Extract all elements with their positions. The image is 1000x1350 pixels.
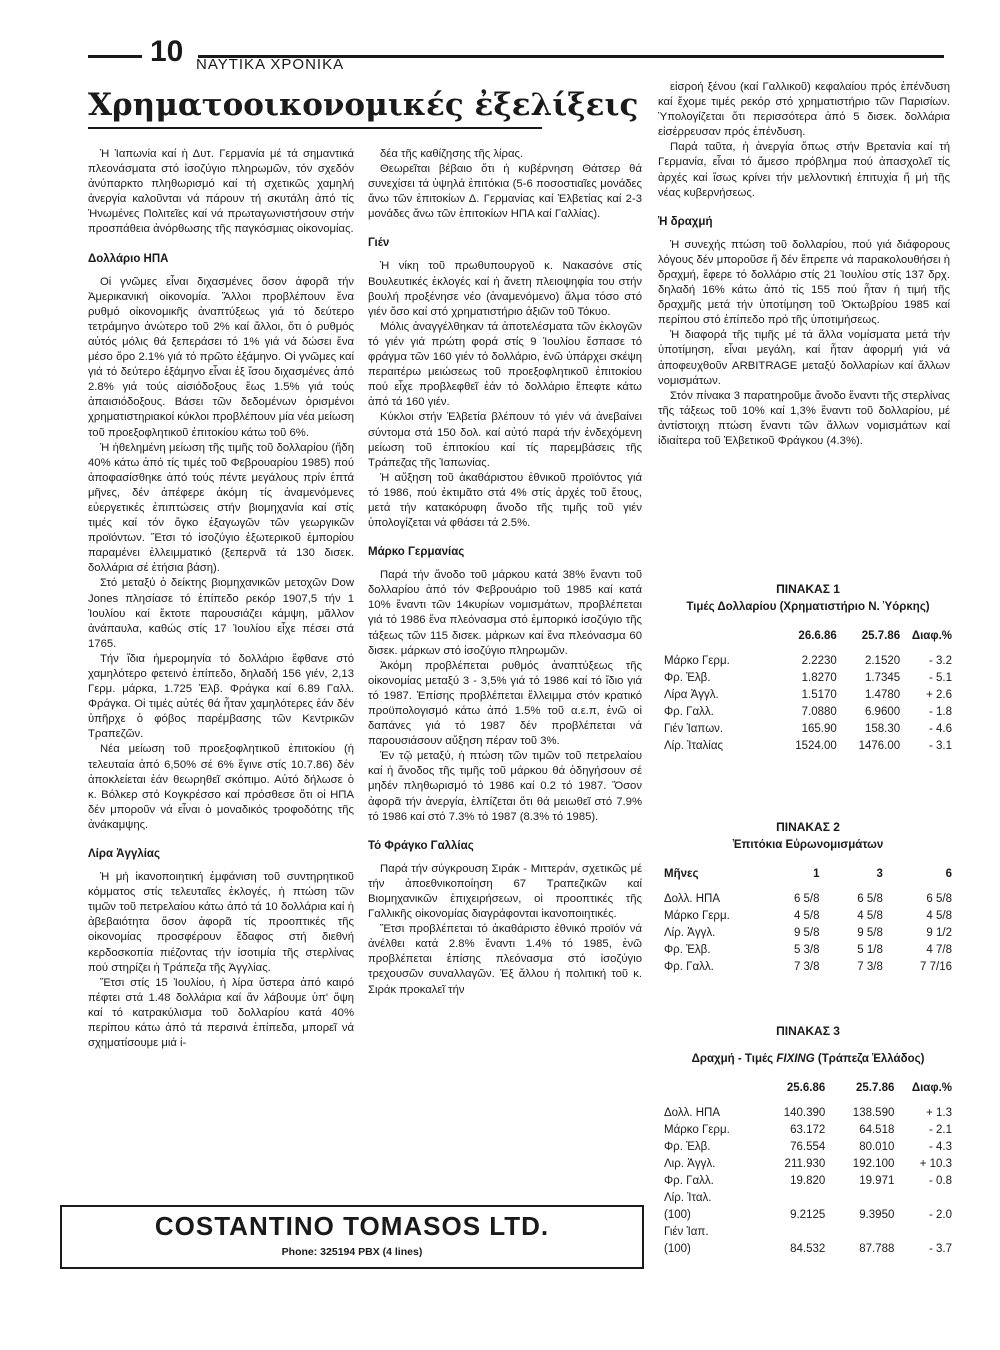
column-header: 26.6.86: [798, 630, 837, 642]
paragraph: Ἡ Ἰαπωνία καί ἡ Δυτ. Γερμανία μέ τά σημαντικά πλεονάσματα στό ἰσοζύγιο πληρωμῶν, τόν σχεδόν ἀνύπαρκτο πληθωρισμό καί τή σχετικῶς χαμηλή ἀνεργία καλοῦνται νά πάρουν τή σκυτάλη ἀπό τίς Ἡνωμένες Πολιτεῖες καί νά πρωταγωνιστήσουν στήν προσπάθεια ἀνόρθωσης τῆς παγκόσμιας οἰκονομίας.: [88, 148, 354, 236]
table-cell: 4 5/8: [857, 910, 883, 922]
table-cell: 7.0880: [801, 706, 837, 718]
row-label: Φρ. Ἐλβ.: [664, 1141, 711, 1153]
table-cell: 87.788: [859, 1243, 895, 1255]
table-row: [664, 704, 952, 721]
table-cell: 1.5170: [801, 689, 837, 701]
table-row: [664, 738, 952, 755]
table-cell: 1.4780: [864, 689, 901, 701]
table-row: [664, 1122, 952, 1139]
column-header: [664, 1080, 762, 1097]
table-header-row: [664, 866, 952, 883]
magazine-name: ΝΑΥΤΙΚΑ ΧΡΟΝΙΚΑ: [196, 56, 345, 73]
table-cell: - 5.1: [928, 672, 952, 684]
table-1-subtitle: Τιμές Δολλαρίου (Χρηματιστήριο Ν. Ὑόρκης): [686, 601, 930, 613]
row-label: (100): [664, 1243, 691, 1255]
article-column-3: [658, 80, 950, 449]
section-heading: Γιέν: [368, 237, 390, 250]
table-cell: [894, 1190, 952, 1207]
table-cell: 140.390: [783, 1107, 826, 1119]
row-label: Λίρ. Ἀγγλ.: [664, 927, 716, 939]
table-cell: [825, 1190, 894, 1207]
table-cell: 19.820: [790, 1175, 826, 1187]
row-label: Μάρκο Γερμ.: [664, 910, 730, 922]
row-label: (100): [664, 1209, 691, 1221]
table-row: [664, 687, 952, 704]
table-2-subtitle: Ἐπιτόκια Εὐρωνομισμάτων: [732, 839, 884, 851]
table-cell: - 2.1: [928, 1124, 952, 1136]
table-cell: 4 7/8: [926, 944, 952, 956]
row-label: Φρ. Ἐλβ.: [664, 944, 711, 956]
paragraph: Παρά τήν σύγκρουση Σιράκ - Μιττεράν, σχετικῶς μέ τήν ἀποεθνικοποίηση 67 Τραπεζικῶν καί Βιομηχανικῶν ἐπιχειρήσεων, οἱ προοπτικές τῆς Γαλλικῆς οἰκονομίας διαγράφονται ἱκανοποιητικές.: [368, 862, 642, 921]
table-cell: 6 5/8: [857, 893, 883, 905]
table-cell: 9 5/8: [793, 927, 820, 939]
table-3-subtitle-fixing: FIXING: [776, 1053, 815, 1065]
paragraph: Ἡ αὔξηση τοῦ ἀκαθάριστου ἐθνικοῦ προϊόντος γιά τό 1986, πού ἐκτιμᾶτο στά 4% στίς ἀρχές τοῦ ἔτους, μετά τήν κατακόρυφη ἄνοδο τῆς τιμῆς τοῦ γιέν ὑπολογίζεται νά φθάσει τά 2.5%.: [368, 471, 642, 530]
table-cell: 1524.00: [795, 740, 837, 752]
table-header-row: [664, 628, 952, 645]
table-cell: 165.90: [801, 723, 837, 735]
paragraph: Στό μεταξύ ὁ δείκτης βιομηχανικῶν μετοχῶν Dow Jones πλησίασε τό ἐπίπεδο ρεκόρ 1907,5 τήν 1 Ἰουλίου καί ἔκτοτε παρουσιάζει κάμψη, μᾶλλον ἀνάπαυλα, καθώς στίς 17 Ἰουλίου εἶχε πέσει στά 1765.: [88, 577, 354, 650]
table-cell: + 2.6: [926, 689, 952, 701]
table-2-title: ΠΙΝΑΚΑΣ 2: [776, 820, 840, 834]
table-cell: 138.590: [852, 1107, 895, 1119]
table-cell: 2.1520: [864, 655, 901, 667]
table-cell: - 4.6: [928, 723, 952, 735]
paragraph: Ἡ διαφορά τῆς τιμῆς μέ τά ἄλλα νομίσματα μετά τήν ὑποτίμηση, εἶναι μεγάλη, καί ἦταν ἀφορμή γιά νά ἀποφευχθοῦν ARBITRAGE μεταξύ δολλαρίων καί ἄλλων νομισμάτων.: [658, 329, 950, 387]
paragraph: Ἐν τῷ μεταξύ, ἡ πτώση τῶν τιμῶν τοῦ πετρελαίου καί ἡ ἄνοδος τῆς τιμῆς τοῦ μάρκου θά ὁδηγήσουν σέ μηδέν πληθωρισμό τό 1986 καί 0.2 τό 1987. Ὅσον ἀφορᾶ τήν ἀνεργία, ἐλπίζεται ὅτι θά μειωθεῖ στό 7.9% τό 1986 καί στό 7.3% τό 1987 (8.3% τό 1985).: [368, 750, 642, 823]
column-header: 25.7.86: [856, 1082, 895, 1094]
row-label: Δολλ. ΗΠΑ: [664, 1107, 721, 1119]
paragraph: Ἡ μή ἱκανοποιητική ἐμφάνιση τοῦ συντηρητικοῦ κόμματος στίς τελευταῖες ἐκλογές, ἡ πτώση τῶν τιμῶν τοῦ πετρελαίου κάτω ἀπό τά 10 δολλάρια καί ἡ ἀβεβαιότητα ὅσον ἀφορᾶ τίς προοπτικές τῆς οἰκονομίας προσφέρουν ἔδαφος στή διεθνή κερδοσκοπία πιέζοντας τήν ἰσοτιμία τῆς στερλίνας πού στηρίζει ἡ Τράπεζα τῆς Ἀγγλίας.: [88, 871, 354, 974]
column-header: 6: [945, 868, 952, 880]
row-label: Γιέν Ἰαπ.: [664, 1226, 709, 1238]
table-cell: + 1.3: [926, 1107, 952, 1119]
table-cell: [825, 1224, 894, 1241]
table-cell: 7 3/8: [857, 961, 883, 973]
table-1-title: ΠΙΝΑΚΑΣ 1: [776, 582, 840, 596]
table-cell: - 1.8: [928, 706, 952, 718]
advertisement-box: [60, 1205, 644, 1269]
row-label: Λιρ. Ἀγγλ.: [664, 1158, 716, 1170]
table-2-grid: [664, 866, 952, 976]
row-label: Φρ. Γαλλ.: [664, 706, 714, 718]
table-cell: 5 1/8: [857, 944, 883, 956]
table-cell: 9.3950: [859, 1209, 895, 1221]
paragraph: Ἡ ἠθελημένη μείωση τῆς τιμῆς τοῦ δολλαρίου (ἤδη 40% κάτω ἀπό τίς τιμές τοῦ Φεβρουαρίου 1985) πού ἀποφασίσθηκε ἀπό τούς πέντε μεγάλους πρίν ἑπτά μῆνες, δέν ἀπέφερε ἀκόμη τίς ἀναμενόμενες εὐεργετικές ἐπιπτώσεις στήν βιομηχανία καί στίς τιμές καί τόν ὄγκο ἐξαγωγῶν τῶν γεωργικῶν προϊόντων. Ἔτσι τό ἰσοζύγιο ἐξωτερικοῦ ἐμπορίου παραμένει ἐλλειμματικό (ξεπερνᾶ τά 130 δισεκ. δολλάρια σέ ἐτήσια βάση).: [88, 441, 354, 575]
table-cell: 9.2125: [790, 1209, 826, 1221]
column-header: Μῆνες: [664, 868, 699, 880]
table-cell: 76.554: [790, 1141, 826, 1153]
paragraph: Ἔτσι προβλέπεται τό ἀκαθάριστο ἐθνικό προϊόν νά ἀνέλθει κατά 2.8% ἔναντι 1.4% τό 1985, ἐνῶ προβλέπεται ἐπίσης πλεόνασμα στό ἰσοζύγιο τρεχουσῶν συναλλαγῶν. Ἐξ ἄλλου ἡ πολιτική τοῦ κ. Σιράκ προκαλεῖ τήν: [368, 923, 642, 996]
table-3-title: ΠΙΝΑΚΑΣ 3: [776, 1024, 840, 1038]
table-cell: 63.172: [790, 1124, 826, 1136]
table-cell: - 4.3: [928, 1141, 952, 1153]
table-cell: 6.9600: [864, 706, 901, 718]
table-cell: 2.2230: [801, 655, 837, 667]
advertiser-phone: Phone: 325194 PBX (4 lines): [281, 1246, 423, 1258]
table-spacer: [664, 883, 952, 891]
title-underline: [88, 127, 542, 129]
table-row: [664, 670, 952, 687]
section-heading: Λίρα Ἀγγλίας: [88, 848, 160, 861]
paragraph: Ἔτσι στίς 15 Ἰουλίου, ἡ λίρα ὕστερα ἀπό καιρό πέφτει στά 1.48 δολλάρια καί ἄν λάβουμε ὑπ' ὄψη καί τό κατρακύλισμα τοῦ δολλαρίου κατά 40% περίπου κάτω ἀπό τά περσινά ἐπίπεδα, μπορεῖ νά σχηματίσουμε μιά ἰ-: [88, 976, 354, 1050]
table-cell: 1476.00: [858, 740, 901, 752]
table-row: [664, 1207, 952, 1224]
table-1: [664, 580, 952, 755]
table-3-subtitle-suffix: (Τράπεζα Ἑλλάδος): [814, 1053, 925, 1065]
table-row: [664, 1224, 952, 1241]
paragraph: Στόν πίνακα 3 παρατηροῦμε ἄνοδο ἔναντι τῆς στερλίνας τῆς τάξεως τοῦ 10% καί 1,3% ἔναντι τοῦ δολλαρίου, μέ ἀντίστοιχη πτώση ἔναντι τῶν ἄλλων νομισμάτων καί ἰδιαίτερα τοῦ Ἐλβετικοῦ Φράγκου (4.3%).: [658, 389, 950, 447]
table-cell: 9 5/8: [857, 927, 883, 939]
paragraph: Μόλις ἀναγγέλθηκαν τά ἀποτελέσματα τῶν ἐκλογῶν τό γιέν γιά πρώτη φορά στίς 9 Ἰουλίου ἔσπασε τό φράγμα τῶν 160 γιέν τό δολλάριο, ἐνῶ ὑπάρχει σκέψη περαιτέρω μειώσεως τοῦ προεξοφλητικοῦ ἐπιτοκίου πού εἶχε προβλεφθεῖ ἐάν τό δολλάριο ἔπεφτε κάτω ἀπό τά 160 γιέν.: [368, 320, 642, 409]
paragraph: Νέα μείωση τοῦ προεξοφλητικοῦ ἐπιτοκίου (ἡ τελευταία ἀπό 6,50% σέ 6% ἔγινε στίς 10.7.86) δέν ἀποκλείεται ἐάν θεωρηθεῖ σκόπιμο. Αὐτό δήλωσε ὁ κ. Βόλκερ στό Κογκρέσσο καί πρόσθεσε ὅτι οἱ ΗΠΑ δέν μποροῦν νά εἶναι ὁ μοναδικός τροφοδότης τῆς ἀνάκαμψης.: [88, 743, 354, 831]
paragraph: Ἡ νίκη τοῦ πρωθυπουργοῦ κ. Νακασόνε στίς Βουλευτικές ἐκλογές καί ἡ ἄνετη πλειοψηφία του στήν βουλή προξένησε νέο (ἀναμενόμενο) ἅλμα τόσο στό γιέν ὅσο καί στό χρηματιστήριο ἀξιῶν τοῦ Τόκυο.: [368, 260, 642, 318]
table-row: [664, 925, 952, 942]
table-cell: 9 1/2: [926, 927, 952, 939]
row-label: Λίρ. Ἰταλ.: [664, 1192, 712, 1204]
table-cell: 6 5/8: [926, 893, 952, 905]
table-cell: 7 7/16: [920, 961, 952, 973]
section-heading: Μάρκο Γερμανίας: [368, 546, 465, 559]
table-header-row: [664, 1080, 952, 1097]
table-cell: - 2.0: [928, 1209, 952, 1221]
section-heading: Τό Φράγκο Γαλλίας: [368, 839, 474, 852]
table-cell: 64.518: [859, 1124, 895, 1136]
paragraph: Ἡ συνεχής πτώση τοῦ δολλαρίου, πού γιά διάφορους λόγους δέν μποροῦσε ἤ δέν ἔπρεπε νά παρακολουθήσει ἡ δραχμή, ἔφερε τό δολλάριο στίς 21 Ἰουλίου στίς 137 δρχ. δηλαδή 16% κάτω ἀπό τίς 155 πού ἦταν ἡ τιμή τῆς δραχμῆς μετά τήν ὑποτίμηση τοῦ Ὀκτωβρίου 1985 καί περίπου στό ἐπίπεδο πρό τῆς ὑποτιμήσεως.: [658, 238, 950, 327]
column-header: 1: [813, 868, 820, 880]
row-label: Μάρκο Γερμ.: [664, 655, 730, 667]
row-label: Φρ. Ἐλβ.: [664, 672, 711, 684]
table-spacer: [664, 1097, 952, 1105]
row-label: Δολλ. ΗΠΑ: [664, 893, 721, 905]
paragraph: Παρά τήν ἄνοδο τοῦ μάρκου κατά 38% ἔναντι τοῦ δολλαρίου ἀπό τόν Φεβρουάριο τοῦ 1985 καί κατά 10% ἔναντι τῶν 14κυρίων νομισμάτων, προβλέπεται γιά τό 1986 ἕνα πλεόνασμα στό ἐμπορικό ἰσοζύγιο τῆς τάξεως τῶν 115 δισεκ. μάρκων καί ἕνα πλεόνασμα 60 δισεκ. μάρκων στό ἰσοζύγιο πληρωμῶν.: [368, 569, 642, 657]
table-row: [664, 908, 952, 925]
table-3-grid: [664, 1080, 952, 1258]
masthead-rule-left: [88, 55, 142, 58]
table-cell: 6 5/8: [793, 893, 820, 905]
paragraph: Οἱ γνῶμες εἶναι διχασμένες ὅσον ἀφορᾶ τήν Ἀμερικανική οἰκονομία. Ἄλλοι προβλέπουν ἕνα ρυθμό οἰκονομικῆς ἀναπτύξεως γιά τό δεύτερο τετράμηνο ἀνώτερο τοῦ 2% καί ἄλλοι, ὅτι ὁ ρυθμός αὐτός μόλις θά ξεπεράσει τό 1% γιά νά δώσει ἕνα μέσο ὅρο 2.1% γιά τό πρῶτο ἑξάμηνο. Οἱ γνῶμες καί γιά τό δεύτερο ἑξάμηνο εἶναι ἐξ ἴσου διχασμένες ἀπό 2.8% γιά τούς αἰσιόδοξους ἕως 1.5% γιά τούς ἀπαισιόδοξους. Βάσει τῶν δεδομένων ὁρισμένοι χρηματιστηριακοί κύκλοι προβλέπουν μία νέα μείωση τοῦ προεξοφλητικοῦ ἐπιτοκίου κάτω τοῦ 6%.: [88, 275, 354, 439]
column-header: Διαφ.%: [911, 1082, 952, 1094]
table-cell: 192.100: [852, 1158, 895, 1170]
paragraph: Κύκλοι στήν Ἐλβετία βλέπουν τό γιέν νά ἀνεβαίνει σύντομα στά 150 δολ. καί αὐτό παρά τήν ἐνδεχόμενη μείωση τοῦ ἐπιτοκίου καί τίς παρεμβάσεις τῆς Τράπεζας τῆς Ἰαπωνίας.: [368, 411, 642, 469]
paragraph: Θεωρεῖται βέβαιο ὅτι ἡ κυβέρνηση Θάτσερ θά συνεχίσει τά ὑψηλά ἐπιτόκια (5-6 ποσοστιαῖες μονάδες ἄνω τῶν ἐπιτοκίων Δ. Γερμανίας καί Ἐλβετίας καί 2-3 μονάδες ἄνω τῶν ἐπιτοκίων ΗΠΑ καί Γαλλίας).: [368, 163, 642, 221]
row-label: Φρ. Γαλλ.: [664, 1175, 714, 1187]
table-row: [664, 721, 952, 738]
table-cell: 1.7345: [864, 672, 901, 684]
table-cell: [762, 1224, 825, 1241]
table-cell: - 0.8: [928, 1175, 952, 1187]
table-1-grid: [664, 628, 952, 755]
table-cell: 84.532: [790, 1243, 826, 1255]
paragraph: Παρά ταῦτα, ἡ ἀνεργία ὅπως στήν Βρετανία καί τή Γερμανία, εἶναι τό ἄμεσο πρόβλημα πού ἀπασχολεῖ τίς ἀρχές καί ἴσως κρίνει τήν μελλοντική ἐπιτυχία ἤ μή τῆς νέας κυβερνήσεως.: [658, 141, 950, 199]
table-3-subtitle: [664, 1050, 952, 1068]
table-cell: 4 5/8: [926, 910, 952, 922]
table-3: [664, 1022, 952, 1258]
section-heading: Δολλάριο ΗΠΑ: [88, 252, 169, 265]
table-row: [664, 1139, 952, 1156]
table-cell: - 3.1: [928, 740, 952, 752]
page-number: 10: [150, 35, 184, 68]
table-row: [664, 942, 952, 959]
table-cell: + 10.3: [919, 1158, 952, 1170]
table-spacer: [664, 645, 952, 653]
table-row: [664, 1173, 952, 1190]
column-header: [664, 628, 773, 645]
table-cell: 80.010: [859, 1141, 895, 1153]
section-heading: Ἡ δραχμή: [658, 215, 713, 228]
paragraph: δέα τῆς καθίζησης τῆς λίρας.: [380, 148, 524, 160]
paragraph: Ἀκόμη προβλέπεται ρυθμός ἀναπτύξεως τῆς οἰκονομίας μεταξύ 3 - 3,5% γιά τό 1986 καί τό ἴδιο γιά τό 1987. Ἐπίσης προβλέπεται ἔλλειμμα στόν κρατικό προϋπολογισμό κάτω ἀπό 1.5% τοῦ α.ε.π, ἐνῶ οἱ δαπάνες γιά τό 1987 δέν προβλέπεται νά παρουσιάσουν αὔξηση πέραν τοῦ 3%.: [368, 659, 642, 748]
table-row: [664, 1156, 952, 1173]
table-row: [664, 1105, 952, 1122]
article-title: Χρηματοοικονομικές ἐξελίξεις: [88, 87, 639, 123]
column-header: 25.6.86: [786, 1082, 826, 1094]
table-row: [664, 891, 952, 908]
table-3-subtitle-prefix: Δραχμή - Τιμές: [691, 1053, 777, 1065]
row-label: Λίρ. Ἰταλίας: [664, 740, 724, 752]
table-cell: 5 3/8: [793, 944, 820, 956]
table-cell: - 3.7: [928, 1243, 952, 1255]
table-row: [664, 1190, 952, 1207]
article-column-1: [88, 147, 354, 1051]
advertiser-name: COSTANTINO TOMASOS LTD.: [154, 1211, 550, 1241]
column-header: 3: [876, 868, 883, 880]
row-label: Γιέν Ἰαπων.: [664, 723, 724, 735]
table-cell: 4 5/8: [793, 910, 820, 922]
table-cell: [762, 1190, 825, 1207]
row-label: Λίρα Ἀγγλ.: [664, 689, 719, 701]
column-header: 25.7.86: [861, 630, 901, 642]
paragraph: Τήν ἴδια ἡμερομηνία τό δολλάριο ἔφθανε στό χαμηλότερο φετεινό ἐπίπεδο, δηλαδή 156 γιέν, 2,13 Γερμ. μάρκα, 1.725 Ἐλβ. Φράγκα καί 6.89 Γαλλ. Φράγκα. Οἱ τιμές αὐτές θά ἦταν χαμηλότερες ἐάν δέν ὑπῆρχε ὁ φόβος παρέμβασης τῶν Κεντρικῶν Τραπεζῶν.: [88, 652, 354, 741]
paragraph: εἰσροή ξένου (καί Γαλλικοῦ) κεφαλαίου πρός ἐπένδυση καί ἔχομε τιμές ρεκόρ στό χρηματιστήριο τῶν Παρισίων. Ὑπολογίζεται ὅτι περισσότερα ἀπό 5 δισεκ. δολλάρια εἰσέρρευσαν πρός ἐπένδυση.: [658, 81, 950, 139]
table-row: [664, 959, 952, 976]
table-cell: [894, 1224, 952, 1241]
table-cell: 19.971: [859, 1175, 895, 1187]
column-header: Διαφ.%: [911, 630, 952, 642]
table-cell: 158.30: [864, 723, 901, 735]
table-row: [664, 653, 952, 670]
row-label: Μάρκο Γερμ.: [664, 1124, 730, 1136]
table-2: [664, 818, 952, 976]
table-row: [664, 1241, 952, 1258]
table-cell: - 3.2: [928, 655, 952, 667]
table-cell: 7 3/8: [793, 961, 820, 973]
article-column-2: [368, 147, 642, 998]
row-label: Φρ. Γαλλ.: [664, 961, 714, 973]
table-cell: 211.930: [784, 1158, 826, 1170]
table-cell: 1.8270: [801, 672, 837, 684]
